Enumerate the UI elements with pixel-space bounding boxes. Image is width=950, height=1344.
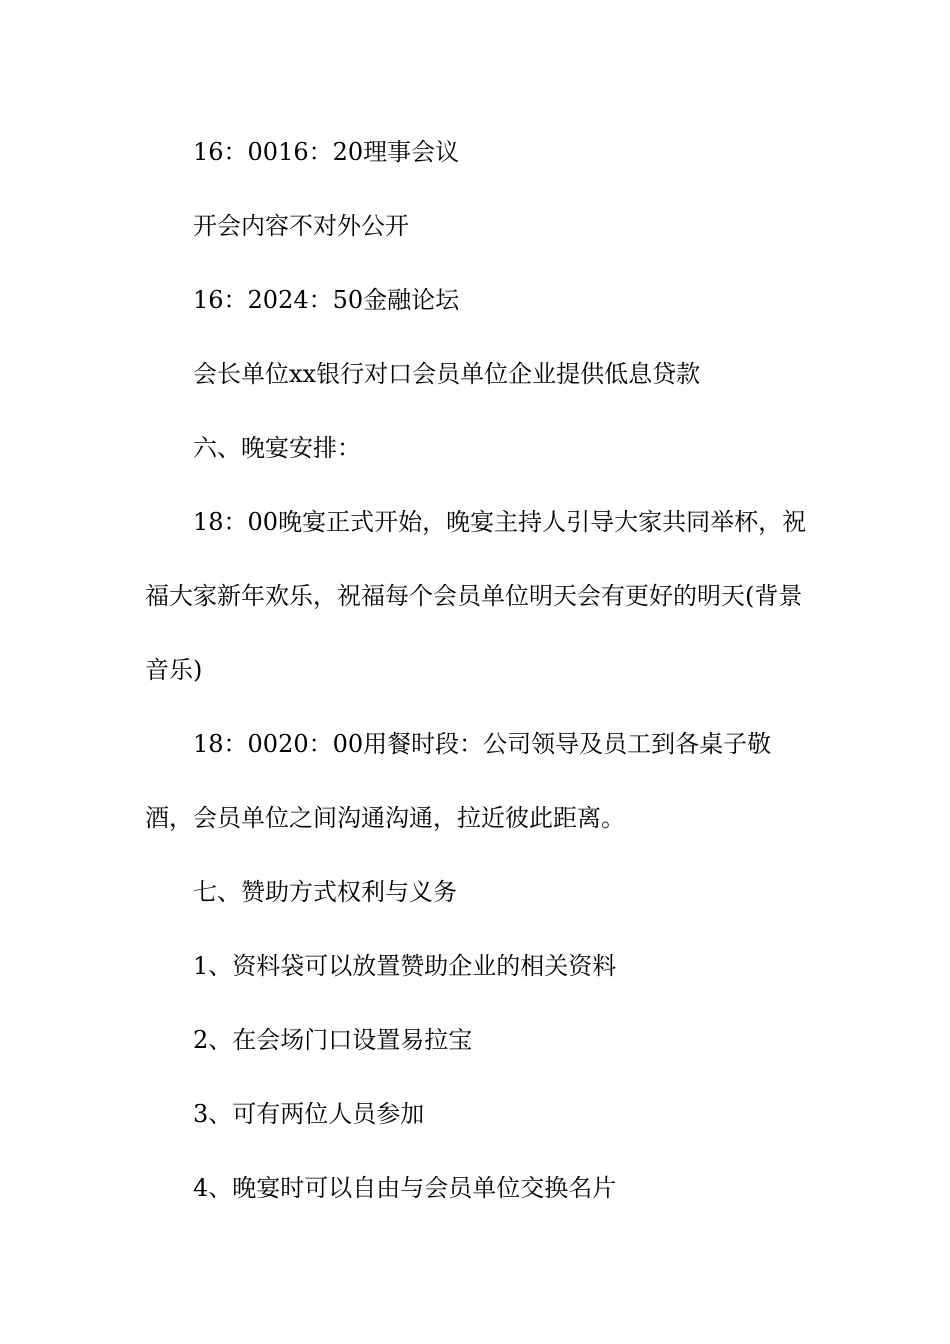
list-item-rollup-banner: 2、在会场门口设置易拉宝 [193,1026,473,1054]
paragraph-dining-period: 18：0020：00用餐时段：公司领导及员工到各桌子敬酒，会员单位之间沟通沟通，拉近彼此距离。 [145,730,772,832]
paragraph-board-meeting: 16：0016：20理事会议 [193,138,460,166]
paragraph-meeting-closed: 开会内容不对外公开 [193,212,409,240]
list-item-two-attendees: 3、可有两位人员参加 [193,1100,425,1128]
list-item-materials-bag: 1、资料袋可以放置赞助企业的相关资料 [193,952,617,980]
section-heading-sponsorship: 七、赞助方式权利与义务 [193,878,457,906]
list-item-business-cards: 4、晚宴时可以自由与会员单位交换名片 [193,1174,617,1202]
paragraph-banquet-start: 18：00晚宴正式开始，晚宴主持人引导大家共同举杯，祝福大家新年欢乐，祝福每个会员单位明天会有更好的明天(背景音乐) [145,508,807,684]
paragraph-bank-loans: 会长单位xx银行对口会员单位企业提供低息贷款 [193,360,701,388]
section-heading-banquet: 六、晚宴安排： [193,434,361,462]
paragraph-finance-forum: 16：2024：50金融论坛 [193,286,460,314]
